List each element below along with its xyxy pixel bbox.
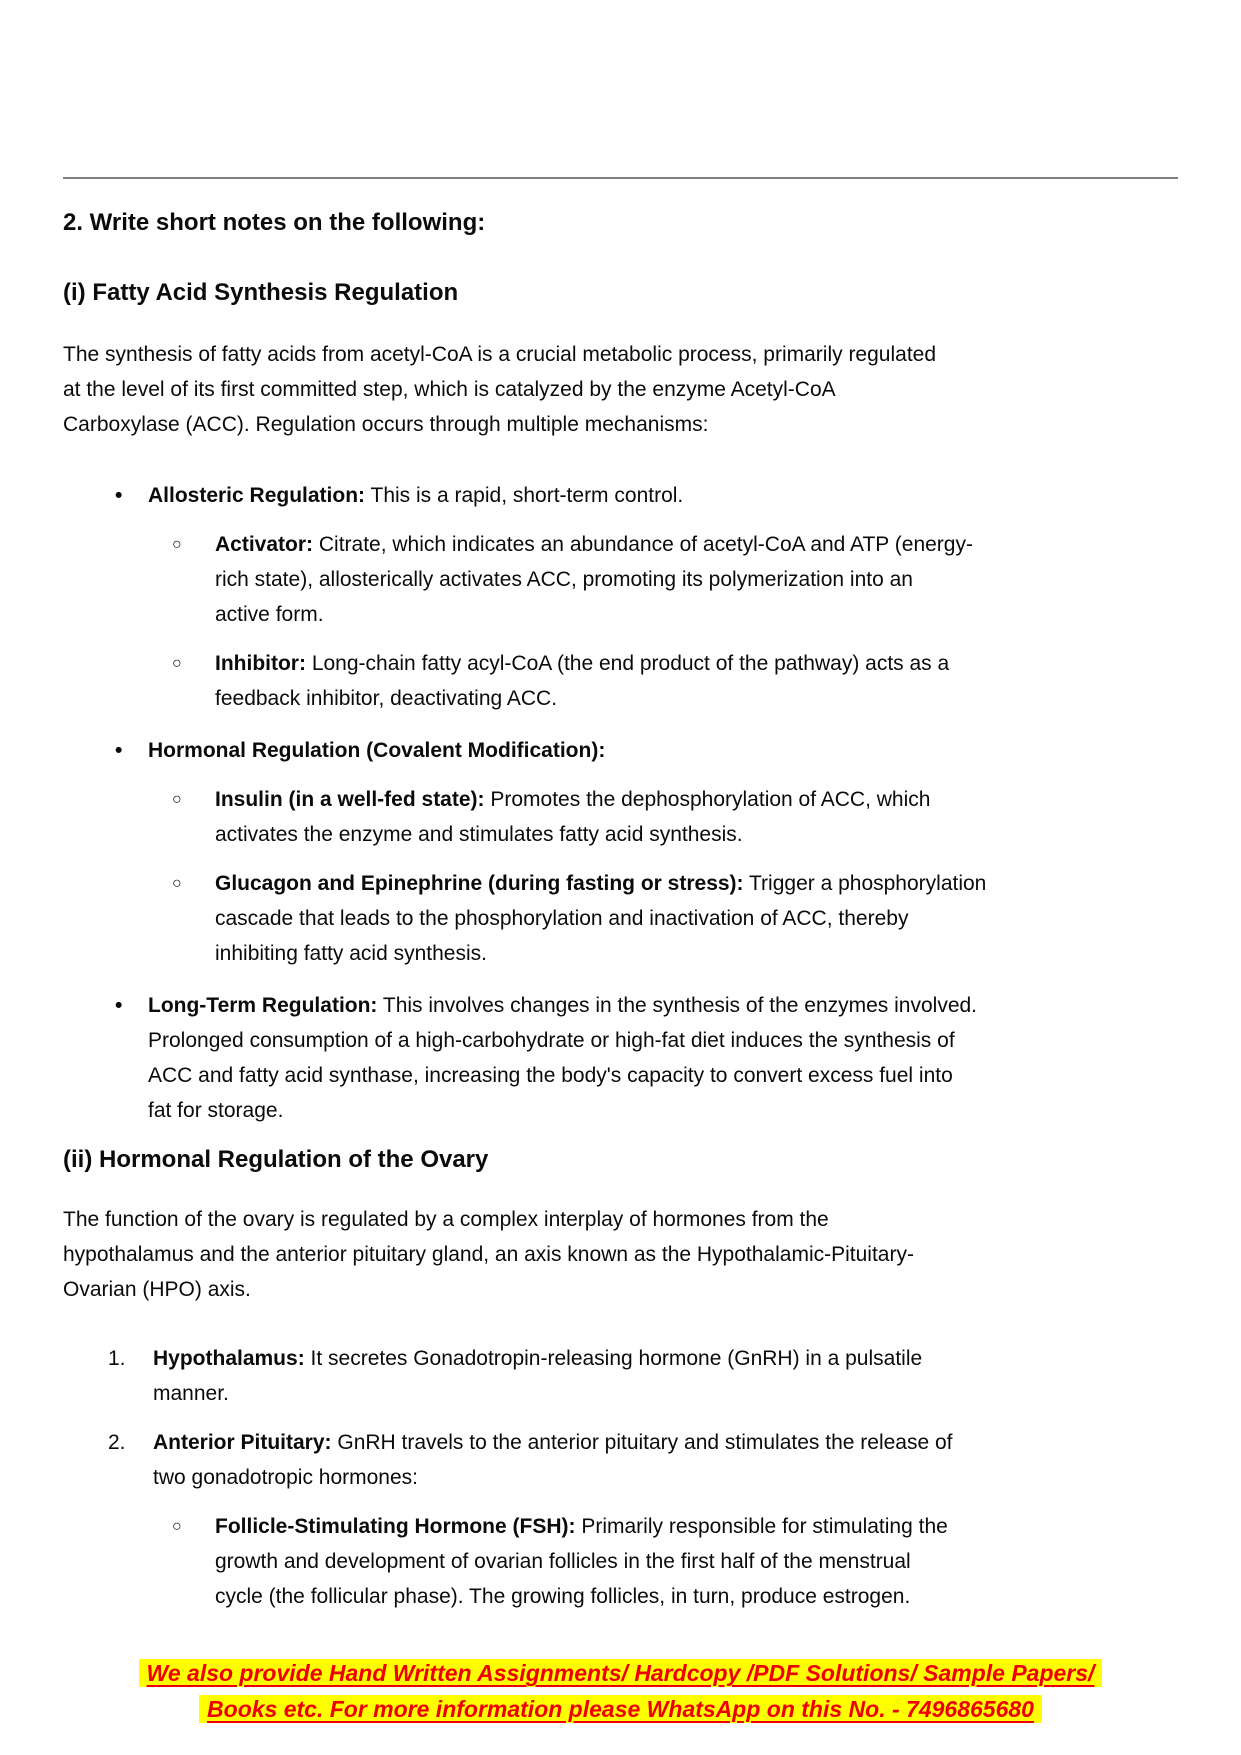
bold-run: Insulin (in a well-fed state): [215, 788, 485, 811]
circle-bullet-icon: ○ [172, 655, 182, 672]
text-run: This is a rapid, short-term control. [365, 484, 684, 507]
top-rule [63, 177, 1178, 179]
bullet-item-long-term [63, 988, 1178, 1128]
text-run: This involves changes in the synthesis of the enzymes involved. [377, 994, 978, 1017]
bullet-list [63, 478, 1178, 1128]
bullet-icon: • [115, 739, 123, 762]
bold-run: Glucagon and Epinephrine (during fasting or stress): [215, 872, 744, 895]
sub-bullet-inhibitor [63, 646, 1178, 716]
promo-line-2: Books etc. For more information please WhatsApp on this No. - 7496865680 [199, 1695, 1042, 1723]
text-line: two gonadotropic hormones: [153, 1466, 418, 1489]
sub-bullet-glucagon [63, 866, 1178, 971]
promo-line [63, 1655, 1178, 1691]
text-line: rich state), allosterically activates ACC, promoting its polymerization into an [215, 568, 913, 591]
section-i-intro-paragraph [63, 337, 1178, 442]
text-line [215, 646, 1178, 681]
text-line [153, 1425, 1178, 1460]
text-line: activates the enzyme and stimulates fatty acid synthesis. [215, 823, 743, 846]
text-line: cycle (the follicular phase). The growing follicles, in turn, produce estrogen. [215, 1585, 911, 1608]
sub-bullet-activator [63, 527, 1178, 632]
circle-bullet-icon: ○ [172, 536, 182, 553]
promo-line-1: We also provide Hand Written Assignments/ Hardcopy /PDF Solutions/ Sample Papers/ [139, 1659, 1103, 1687]
text-run: It secretes Gonadotropin-releasing hormone (GnRH) in a pulsatile [304, 1347, 923, 1370]
text-run: Trigger a phosphorylation [743, 872, 987, 895]
circle-bullet-icon: ○ [172, 875, 182, 892]
text-run: Primarily responsible for stimulating the [575, 1515, 948, 1538]
text-line [215, 527, 1178, 562]
sub-bullet-insulin [63, 782, 1178, 852]
bold-run: Allosteric Regulation: [148, 484, 366, 507]
bullet-item-allosteric [63, 478, 1178, 513]
text-line: hypothalamus and the anterior pituitary gland, an axis known as the Hypothalamic-Pituitary- [63, 1243, 914, 1266]
text-line [148, 478, 1178, 513]
bold-run: Follicle-Stimulating Hormone (FSH): [215, 1515, 576, 1538]
text-line [153, 1341, 1178, 1376]
text-line [215, 866, 1178, 901]
section-ii-intro-paragraph [63, 1202, 1178, 1307]
text-line [148, 988, 1178, 1023]
promo-line [63, 1691, 1178, 1727]
text-line: Ovarian (HPO) axis. [63, 1278, 251, 1301]
bold-run: Inhibitor: [215, 652, 306, 675]
numbered-list [63, 1341, 1178, 1614]
text-line: manner. [153, 1382, 229, 1405]
list-number: 1. [108, 1347, 126, 1370]
bold-run: Hypothalamus: [153, 1347, 305, 1370]
circle-bullet-icon: ○ [172, 1518, 182, 1535]
text-line: at the level of its first committed step, which is catalyzed by the enzyme Acetyl-CoA [63, 378, 836, 401]
text-line: Carboxylase (ACC). Regulation occurs through multiple mechanisms: [63, 413, 709, 436]
promo-banner [63, 1655, 1178, 1727]
text-run: Citrate, which indicates an abundance of acetyl-CoA and ATP (energy- [313, 533, 973, 556]
question-heading: 2. Write short notes on the following: [63, 209, 486, 236]
list-number: 2. [108, 1431, 126, 1454]
text-run: Long-chain fatty acyl-CoA (the end product of the pathway) acts as a [305, 652, 950, 675]
text-line [215, 782, 1178, 817]
bold-run: Hormonal Regulation (Covalent Modification): [148, 739, 606, 762]
text-line [148, 733, 1178, 768]
text-line: inhibiting fatty acid synthesis. [215, 942, 487, 965]
text-line: cascade that leads to the phosphorylation and inactivation of ACC, thereby [215, 907, 909, 930]
text-line: fat for storage. [148, 1099, 284, 1122]
bullet-icon: • [115, 994, 123, 1017]
text-line: active form. [215, 603, 324, 626]
bold-run: Long-Term Regulation: [148, 994, 378, 1017]
text-line: The synthesis of fatty acids from acetyl-CoA is a crucial metabolic process, primarily regulated [63, 343, 937, 366]
numbered-item-hypothalamus [63, 1341, 1178, 1411]
sub-bullet-fsh [63, 1509, 1178, 1614]
bullet-item-hormonal [63, 733, 1178, 768]
bold-run: Activator: [215, 533, 314, 556]
bold-run: Anterior Pituitary: [153, 1431, 332, 1454]
text-line: Prolonged consumption of a high-carbohydrate or high-fat diet induces the synthesis of [148, 1029, 955, 1052]
text-line: feedback inhibitor, deactivating ACC. [215, 687, 558, 710]
text-run: GnRH travels to the anterior pituitary and stimulates the release of [331, 1431, 953, 1454]
text-line: ACC and fatty acid synthase, increasing the body's capacity to convert excess fuel into [148, 1064, 953, 1087]
numbered-item-anterior-pituitary [63, 1425, 1178, 1495]
text-run: Promotes the dephosphorylation of ACC, which [484, 788, 931, 811]
text-line [215, 1509, 1178, 1544]
text-line: The function of the ovary is regulated by a complex interplay of hormones from the [63, 1208, 829, 1231]
text-line: growth and development of ovarian follicles in the first half of the menstrual [215, 1550, 911, 1573]
section-ii-heading: (ii) Hormonal Regulation of the Ovary [63, 1146, 489, 1173]
circle-bullet-icon: ○ [172, 791, 182, 808]
bullet-icon: • [115, 484, 123, 507]
section-i-heading: (i) Fatty Acid Synthesis Regulation [63, 279, 459, 306]
